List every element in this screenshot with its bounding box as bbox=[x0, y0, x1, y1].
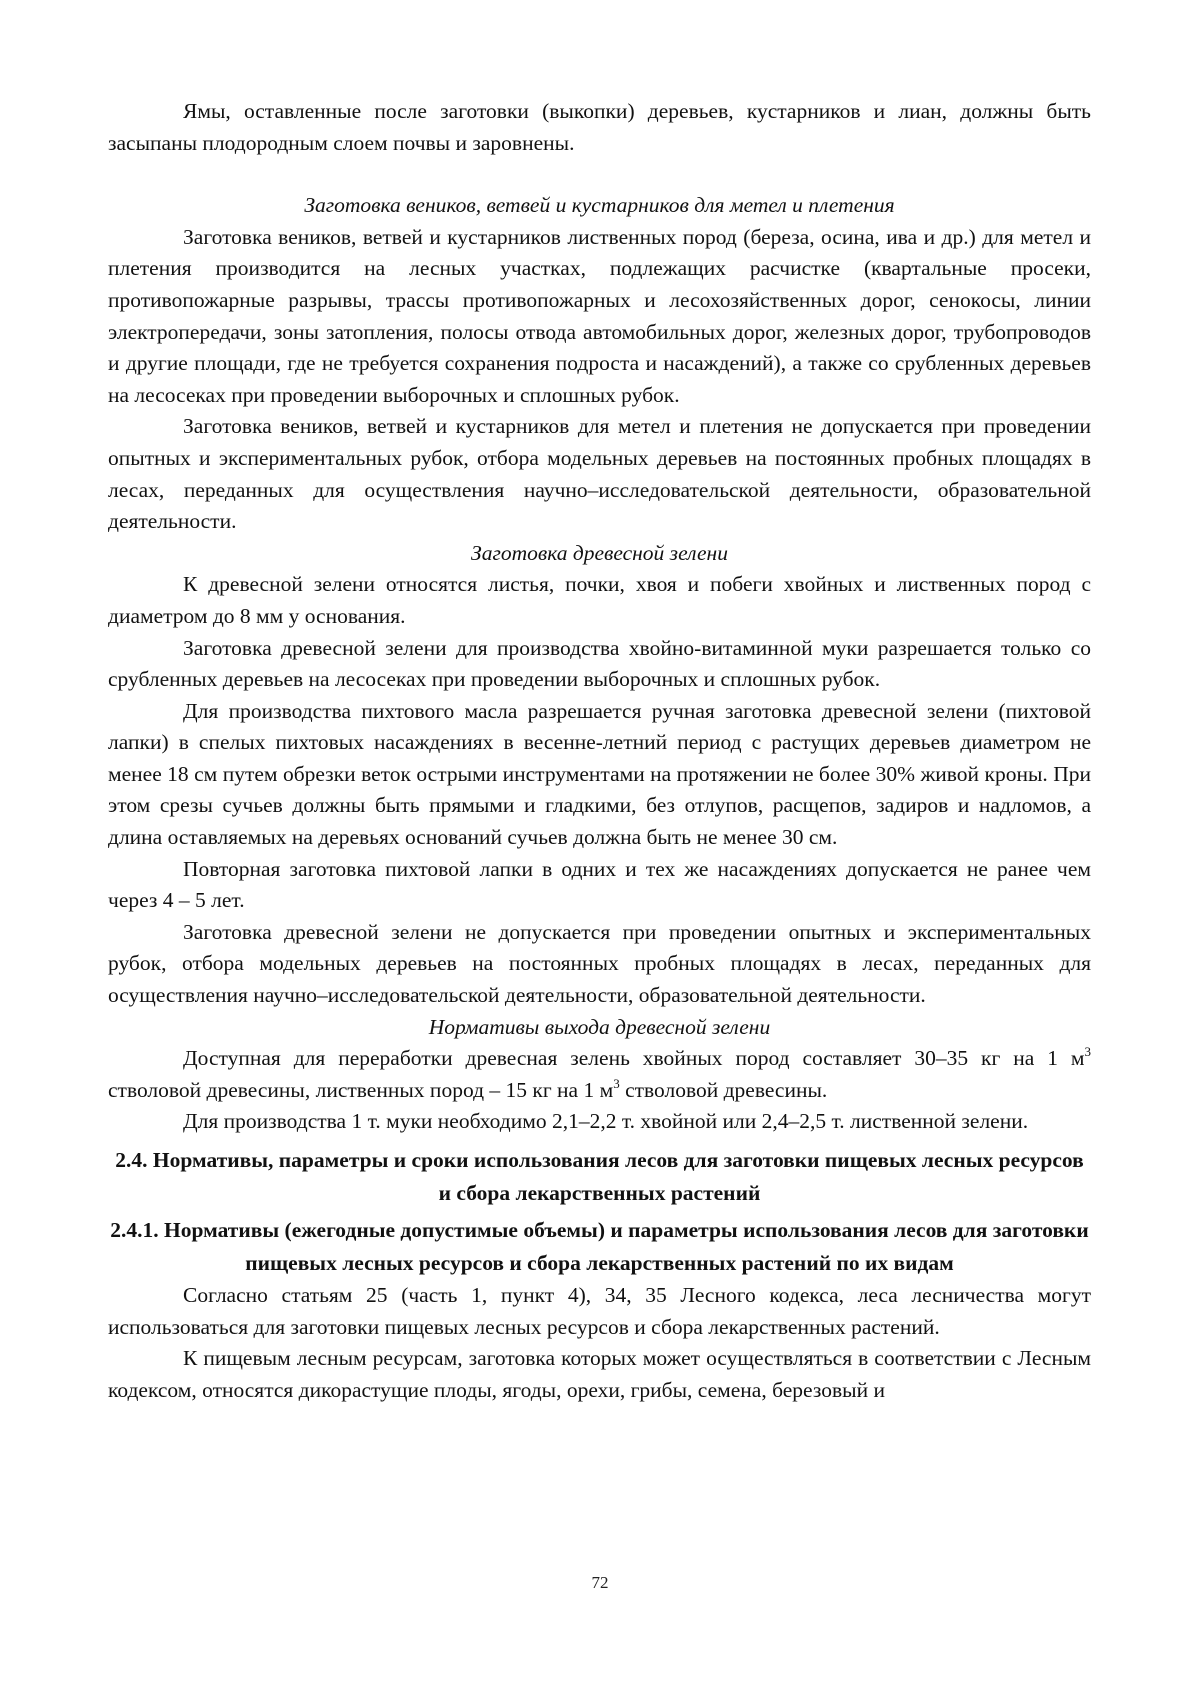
cubic-superscript-2: 3 bbox=[613, 1075, 620, 1091]
section-heading-2-4-1: 2.4.1. Нормативы (ежегодные допустимые объемы) и параметры использования лесов для заготовки пищевых лесных ресурсов и сбора лекарственных растений по их видам bbox=[110, 1218, 1089, 1275]
subheading-brooms: Заготовка веников, ветвей и кустарников для метел и плетения bbox=[304, 193, 895, 218]
yield-text-c: стволовой древесины. bbox=[619, 1077, 828, 1102]
paragraph-forest-code: Согласно статьям 25 (часть 1, пункт 4), 34, 35 Лесного кодекса, леса лесничества могут использоваться для заготовки пищевых лесных ресурсов и сбора лекарственных растений. bbox=[108, 1283, 1091, 1339]
paragraph-greenery-yield bbox=[108, 1043, 1091, 1106]
paragraph-flour-production: Для производства 1 т. муки необходимо 2,1–2,2 т. хвойной или 2,4–2,5 т. лиственной зелени. bbox=[183, 1109, 1029, 1134]
section-heading-2-4: 2.4. Нормативы, параметры и сроки использования лесов для заготовки пищевых лесных ресурсов и сбора лекарственных растений bbox=[115, 1148, 1084, 1205]
paragraph-pits: Ямы, оставленные после заготовки (выкопки) деревьев, кустарников и лиан, должны быть засыпаны плодородным слоем почвы и заровнены. bbox=[108, 99, 1091, 155]
paragraph-repeat-harvest: Повторная заготовка пихтовой лапки в одних и тех же насаждениях допускается не ранее чем через 4 – 5 лет. bbox=[108, 856, 1091, 913]
yield-text-a: Доступная для переработки древесная зелень хвойных пород составляет 30–35 кг на 1 м bbox=[183, 1046, 1085, 1071]
cubic-superscript-1: 3 bbox=[1084, 1044, 1091, 1060]
paragraph-fir-oil: Для производства пихтового масла разрешается ручная заготовка древесной зелени (пихтовой лапки) в спелых пихтовых насаждениях в весенне-летний период с растущих деревьев диаметром не менее 18 см путем обрезки веток острыми инструментами на протяжении не более 30% живой кроны. При этом срезы сучьев должны быть прямыми и гладкими, без отлупов, расщепов, задиров и надломов, а длина оставляемых на деревьях оснований сучьев должна быть не менее 30 см. bbox=[108, 698, 1091, 850]
paragraph-greenery-flour: Заготовка древесной зелени для производства хвойно-витаминной муки разрешается только со срубленных деревьев на лесосеках при проведении выборочных и сплошных рубок. bbox=[108, 635, 1091, 692]
page-number: 72 bbox=[591, 1573, 609, 1592]
paragraph-food-resources: К пищевым лесным ресурсам, заготовка которых может осуществляться в соответствии с Лесным кодексом, относятся дикорастущие плоды, ягоды, орехи, грибы, семена, березовый и bbox=[108, 1346, 1091, 1402]
yield-text-b: стволовой древесины, лиственных пород – 15 кг на 1 м bbox=[108, 1077, 614, 1102]
subheading-greenery: Заготовка древесной зелени bbox=[471, 540, 728, 565]
paragraph-greenery-definition: К древесной зелени относятся листья, почки, хвоя и побеги хвойных и лиственных пород с диаметром до 8 мм у основания. bbox=[108, 572, 1091, 628]
paragraph-greenery-restriction: Заготовка древесной зелени не допускается при проведении опытных и экспериментальных рубок, отбора модельных деревьев на постоянных пробных площадях в лесах, переданных для осуществления научно–исследовательской деятельности, образовательной деятельности. bbox=[108, 919, 1091, 1008]
paragraph-brooms-restriction: Заготовка веников, ветвей и кустарников для метел и плетения не допускается при проведении опытных и экспериментальных рубок, отбора модельных деревьев на постоянных пробных площадях в лесах, переданных для осуществления научно–исследовательской деятельности, образовательной деятельности. bbox=[108, 414, 1091, 534]
paragraph-brooms-harvest: Заготовка веников, ветвей и кустарников лиственных пород (береза, осина, ива и др.) для метел и плетения производится на лесных участках, подлежащих расчистке (квартальные просеки, противопожарные разрывы, трассы противопожарных и лесохозяйственных дорог, сенокосы, линии электропередачи, зоны затопления, полосы отвода автомобильных дорог, железных дорог, трубопроводов и другие площади, где не требуется сохранения подроста и насаждений), а также со срубленных деревьев на лесосеках при проведении выборочных и сплошных рубок. bbox=[108, 224, 1091, 407]
subheading-greenery-norms: Нормативы выхода древесной зелени bbox=[428, 1014, 771, 1039]
document-page bbox=[108, 96, 1091, 1406]
